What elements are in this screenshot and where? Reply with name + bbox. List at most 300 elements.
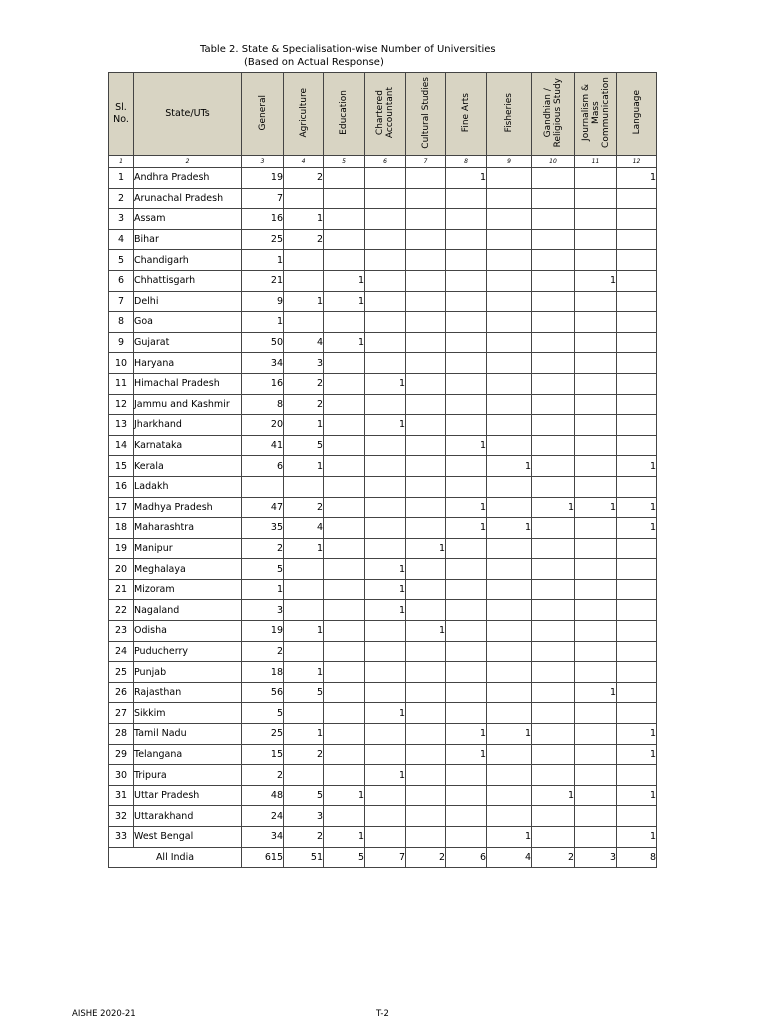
column-number: 5 <box>324 156 365 168</box>
value-cell <box>532 662 575 683</box>
value-cell <box>532 456 575 477</box>
state-cell: Manipur <box>134 538 242 559</box>
value-cell <box>487 209 532 230</box>
value-cell: 6 <box>242 456 284 477</box>
state-cell: Maharashtra <box>134 518 242 539</box>
state-cell: Mizoram <box>134 579 242 600</box>
value-cell <box>617 270 657 291</box>
value-cell <box>487 579 532 600</box>
value-cell <box>324 250 365 271</box>
table-row <box>109 229 657 250</box>
value-cell <box>487 600 532 621</box>
sl-no-cell: 15 <box>109 456 134 477</box>
value-cell: 1 <box>284 291 324 312</box>
value-cell: 1 <box>575 682 617 703</box>
column-number: 10 <box>532 156 575 168</box>
value-cell <box>575 250 617 271</box>
value-cell <box>406 312 446 333</box>
table-body <box>109 168 657 868</box>
state-cell: Tamil Nadu <box>134 724 242 745</box>
value-cell <box>365 168 406 189</box>
value-cell <box>532 621 575 642</box>
value-cell <box>324 168 365 189</box>
value-cell <box>575 641 617 662</box>
table-row <box>109 579 657 600</box>
value-cell <box>487 188 532 209</box>
value-cell <box>365 497 406 518</box>
value-cell <box>617 188 657 209</box>
sl-no-cell: 13 <box>109 415 134 436</box>
table-row <box>109 250 657 271</box>
title-line-2: (Based on Actual Response) <box>244 57 384 68</box>
value-cell <box>365 353 406 374</box>
value-cell: 19 <box>242 621 284 642</box>
sl-no-cell: 22 <box>109 600 134 621</box>
column-number: 2 <box>134 156 242 168</box>
total-label: All India <box>109 847 242 867</box>
state-cell: Meghalaya <box>134 559 242 580</box>
value-cell <box>284 641 324 662</box>
value-cell <box>575 373 617 394</box>
value-cell <box>365 456 406 477</box>
header-fisheries <box>487 73 532 156</box>
column-number: 11 <box>575 156 617 168</box>
state-cell: Ladakh <box>134 476 242 497</box>
table-row <box>109 724 657 745</box>
column-number: 7 <box>406 156 446 168</box>
value-cell <box>406 476 446 497</box>
header-label: Fisheries <box>504 92 514 133</box>
value-cell <box>487 538 532 559</box>
sl-no-cell: 11 <box>109 373 134 394</box>
value-cell <box>575 415 617 436</box>
value-cell <box>324 518 365 539</box>
value-cell <box>532 682 575 703</box>
value-cell <box>575 538 617 559</box>
sl-no-cell: 14 <box>109 435 134 456</box>
value-cell <box>575 785 617 806</box>
table-row <box>109 518 657 539</box>
table-row <box>109 373 657 394</box>
state-cell: Bihar <box>134 229 242 250</box>
value-cell <box>446 291 487 312</box>
value-cell <box>575 229 617 250</box>
value-cell <box>284 188 324 209</box>
value-cell <box>532 291 575 312</box>
value-cell <box>406 456 446 477</box>
value-cell <box>365 312 406 333</box>
value-cell: 2 <box>284 497 324 518</box>
value-cell <box>575 662 617 683</box>
total-value-cell: 3 <box>575 847 617 867</box>
value-cell <box>532 394 575 415</box>
value-cell: 1 <box>284 415 324 436</box>
value-cell <box>487 785 532 806</box>
state-cell: Punjab <box>134 662 242 683</box>
value-cell <box>406 827 446 848</box>
column-number: 3 <box>242 156 284 168</box>
value-cell <box>406 188 446 209</box>
table-row <box>109 168 657 189</box>
value-cell <box>532 209 575 230</box>
value-cell <box>406 600 446 621</box>
value-cell <box>532 579 575 600</box>
value-cell <box>575 435 617 456</box>
value-cell: 2 <box>284 827 324 848</box>
value-cell: 5 <box>242 559 284 580</box>
value-cell <box>617 682 657 703</box>
value-cell <box>406 662 446 683</box>
value-cell <box>406 579 446 600</box>
value-cell <box>446 476 487 497</box>
value-cell <box>406 291 446 312</box>
state-cell: Jharkhand <box>134 415 242 436</box>
value-cell <box>487 497 532 518</box>
value-cell <box>487 682 532 703</box>
header-gandhian-religious-study <box>532 73 575 156</box>
value-cell: 24 <box>242 806 284 827</box>
value-cell <box>406 765 446 786</box>
column-number-row <box>109 156 657 168</box>
value-cell <box>324 435 365 456</box>
state-cell: Chhattisgarh <box>134 270 242 291</box>
header-agriculture <box>284 73 324 156</box>
value-cell <box>406 682 446 703</box>
value-cell <box>575 827 617 848</box>
value-cell <box>532 250 575 271</box>
value-cell <box>242 476 284 497</box>
universities-table <box>108 72 657 868</box>
value-cell <box>487 332 532 353</box>
sl-no-cell: 3 <box>109 209 134 230</box>
value-cell: 1 <box>365 373 406 394</box>
sl-no-cell: 5 <box>109 250 134 271</box>
state-cell: West Bengal <box>134 827 242 848</box>
table-row <box>109 270 657 291</box>
value-cell <box>446 559 487 580</box>
value-cell: 20 <box>242 415 284 436</box>
value-cell: 1 <box>365 703 406 724</box>
value-cell: 1 <box>575 497 617 518</box>
state-cell: Gujarat <box>134 332 242 353</box>
total-row <box>109 847 657 867</box>
value-cell <box>406 806 446 827</box>
table-row <box>109 312 657 333</box>
value-cell <box>575 703 617 724</box>
value-cell: 1 <box>617 518 657 539</box>
value-cell <box>532 744 575 765</box>
value-cell <box>532 724 575 745</box>
value-cell <box>446 600 487 621</box>
value-cell <box>406 373 446 394</box>
value-cell <box>617 765 657 786</box>
value-cell <box>575 765 617 786</box>
value-cell <box>575 291 617 312</box>
value-cell <box>617 394 657 415</box>
value-cell <box>284 703 324 724</box>
value-cell <box>324 641 365 662</box>
table-row <box>109 744 657 765</box>
value-cell <box>406 394 446 415</box>
value-cell <box>575 188 617 209</box>
value-cell: 35 <box>242 518 284 539</box>
value-cell: 3 <box>284 353 324 374</box>
value-cell <box>365 229 406 250</box>
state-cell: Goa <box>134 312 242 333</box>
value-cell <box>365 785 406 806</box>
value-cell: 1 <box>617 497 657 518</box>
header-label: Language <box>631 90 642 135</box>
sl-no-cell: 17 <box>109 497 134 518</box>
value-cell <box>406 270 446 291</box>
value-cell <box>406 332 446 353</box>
value-cell <box>324 621 365 642</box>
title-line-1: Table 2. State & Specialisation-wise Number of Universities <box>200 44 496 55</box>
table-row <box>109 435 657 456</box>
state-cell: Madhya Pradesh <box>134 497 242 518</box>
value-cell <box>365 291 406 312</box>
value-cell <box>446 415 487 436</box>
value-cell <box>532 827 575 848</box>
value-cell <box>324 806 365 827</box>
value-cell: 1 <box>575 270 617 291</box>
header-label: Agriculture <box>298 87 309 138</box>
header-label: Education <box>339 90 349 135</box>
value-cell <box>532 538 575 559</box>
value-cell <box>446 353 487 374</box>
value-cell <box>324 579 365 600</box>
value-cell <box>532 518 575 539</box>
value-cell: 2 <box>284 373 324 394</box>
value-cell <box>406 518 446 539</box>
value-cell <box>487 250 532 271</box>
value-cell: 1 <box>242 312 284 333</box>
value-cell <box>406 353 446 374</box>
table-row <box>109 538 657 559</box>
value-cell <box>532 312 575 333</box>
value-cell <box>324 662 365 683</box>
value-cell <box>324 209 365 230</box>
value-cell <box>617 579 657 600</box>
value-cell <box>617 476 657 497</box>
value-cell: 1 <box>324 291 365 312</box>
sl-no-cell: 28 <box>109 724 134 745</box>
table-row <box>109 456 657 477</box>
value-cell <box>487 435 532 456</box>
value-cell <box>365 435 406 456</box>
sl-no-cell: 20 <box>109 559 134 580</box>
value-cell: 4 <box>284 518 324 539</box>
value-cell <box>284 250 324 271</box>
value-cell <box>487 394 532 415</box>
value-cell: 34 <box>242 353 284 374</box>
value-cell <box>532 270 575 291</box>
value-cell <box>284 765 324 786</box>
column-number: 9 <box>487 156 532 168</box>
value-cell <box>617 373 657 394</box>
total-value-cell: 4 <box>487 847 532 867</box>
value-cell <box>324 476 365 497</box>
value-cell: 1 <box>284 456 324 477</box>
state-cell: Puducherry <box>134 641 242 662</box>
value-cell <box>617 291 657 312</box>
state-cell: Assam <box>134 209 242 230</box>
sl-no-cell: 19 <box>109 538 134 559</box>
table-row <box>109 682 657 703</box>
value-cell <box>324 373 365 394</box>
value-cell <box>284 559 324 580</box>
value-cell <box>446 209 487 230</box>
total-value-cell: 7 <box>365 847 406 867</box>
value-cell <box>324 724 365 745</box>
value-cell: 56 <box>242 682 284 703</box>
value-cell: 1 <box>617 827 657 848</box>
state-cell: Andhra Pradesh <box>134 168 242 189</box>
table-row <box>109 291 657 312</box>
footer-publication: AISHE 2020-21 <box>72 1009 136 1019</box>
value-cell <box>406 744 446 765</box>
table-row <box>109 703 657 724</box>
value-cell <box>446 827 487 848</box>
table-row <box>109 827 657 848</box>
value-cell <box>487 703 532 724</box>
state-cell: Himachal Pradesh <box>134 373 242 394</box>
value-cell <box>365 518 406 539</box>
value-cell <box>324 600 365 621</box>
value-cell: 1 <box>324 827 365 848</box>
header-journalism-mass-communication <box>575 73 617 156</box>
table-row <box>109 476 657 497</box>
state-cell: Rajasthan <box>134 682 242 703</box>
value-cell: 1 <box>532 497 575 518</box>
value-cell: 1 <box>617 168 657 189</box>
value-cell <box>487 312 532 333</box>
value-cell <box>575 456 617 477</box>
value-cell <box>446 579 487 600</box>
value-cell <box>487 765 532 786</box>
value-cell <box>575 518 617 539</box>
table-row <box>109 497 657 518</box>
value-cell <box>324 415 365 436</box>
value-cell <box>617 559 657 580</box>
value-cell: 1 <box>487 456 532 477</box>
value-cell <box>487 415 532 436</box>
value-cell <box>532 600 575 621</box>
value-cell: 2 <box>284 229 324 250</box>
value-cell <box>487 229 532 250</box>
column-number: 4 <box>284 156 324 168</box>
sl-no-cell: 31 <box>109 785 134 806</box>
table-row <box>109 332 657 353</box>
sl-no-cell: 24 <box>109 641 134 662</box>
value-cell: 1 <box>365 765 406 786</box>
column-number: 8 <box>446 156 487 168</box>
value-cell <box>365 641 406 662</box>
value-cell: 1 <box>324 270 365 291</box>
value-cell: 2 <box>242 538 284 559</box>
value-cell <box>284 270 324 291</box>
value-cell: 1 <box>365 415 406 436</box>
sl-no-cell: 33 <box>109 827 134 848</box>
value-cell: 1 <box>446 497 487 518</box>
value-cell <box>575 332 617 353</box>
value-cell <box>617 600 657 621</box>
value-cell <box>532 229 575 250</box>
value-cell <box>532 559 575 580</box>
value-cell: 5 <box>284 682 324 703</box>
value-cell: 1 <box>446 744 487 765</box>
value-cell <box>365 682 406 703</box>
value-cell <box>365 724 406 745</box>
value-cell <box>617 415 657 436</box>
value-cell <box>446 538 487 559</box>
value-cell <box>365 188 406 209</box>
value-cell: 34 <box>242 827 284 848</box>
header-label: Fine Arts <box>461 92 471 133</box>
state-cell: Uttar Pradesh <box>134 785 242 806</box>
value-cell: 15 <box>242 744 284 765</box>
value-cell <box>532 373 575 394</box>
value-cell <box>617 662 657 683</box>
value-cell <box>446 270 487 291</box>
value-cell: 21 <box>242 270 284 291</box>
state-cell: Kerala <box>134 456 242 477</box>
value-cell <box>324 497 365 518</box>
value-cell <box>575 394 617 415</box>
value-cell <box>575 559 617 580</box>
value-cell: 1 <box>617 456 657 477</box>
value-cell <box>406 415 446 436</box>
value-cell <box>532 476 575 497</box>
value-cell: 3 <box>284 806 324 827</box>
value-cell <box>617 703 657 724</box>
state-cell: Jammu and Kashmir <box>134 394 242 415</box>
state-cell: Uttarakhand <box>134 806 242 827</box>
sl-no-cell: 23 <box>109 621 134 642</box>
value-cell <box>575 744 617 765</box>
header-cultural-studies <box>406 73 446 156</box>
value-cell: 5 <box>242 703 284 724</box>
value-cell: 1 <box>446 435 487 456</box>
value-cell: 18 <box>242 662 284 683</box>
value-cell <box>324 353 365 374</box>
value-cell: 1 <box>406 621 446 642</box>
header-fine-arts <box>446 73 487 156</box>
value-cell <box>532 415 575 436</box>
value-cell <box>446 703 487 724</box>
value-cell: 3 <box>242 600 284 621</box>
sl-no-cell: 10 <box>109 353 134 374</box>
value-cell <box>617 353 657 374</box>
sl-no-cell: 26 <box>109 682 134 703</box>
header-general <box>242 73 284 156</box>
total-value-cell: 51 <box>284 847 324 867</box>
total-value-cell: 6 <box>446 847 487 867</box>
value-cell: 1 <box>617 724 657 745</box>
value-cell <box>365 476 406 497</box>
sl-no-cell: 18 <box>109 518 134 539</box>
value-cell <box>446 682 487 703</box>
value-cell <box>446 641 487 662</box>
header-sl-no: Sl. No. <box>109 73 134 156</box>
table-row <box>109 600 657 621</box>
sl-no-cell: 27 <box>109 703 134 724</box>
value-cell <box>324 394 365 415</box>
value-cell <box>617 641 657 662</box>
value-cell: 5 <box>284 785 324 806</box>
value-cell <box>324 538 365 559</box>
value-cell: 1 <box>365 600 406 621</box>
